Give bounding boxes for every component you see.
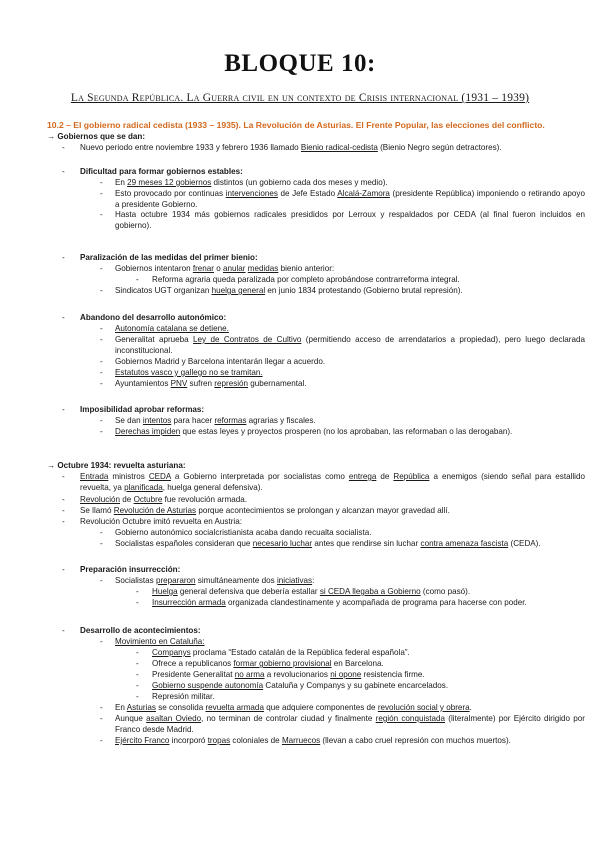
list-item: Movimiento en Cataluña: <box>115 637 205 646</box>
list-item: Autonomía catalana se detiene. <box>115 324 229 333</box>
bullet-dash: - <box>100 368 103 377</box>
list-item: Derechas impiden que estas leyes y proyectos prosperen (no los aprobaban, las reformaban o las derogaban). <box>115 427 513 436</box>
list-item: Gobiernos intentaron frenar o anular medidas bienio anterior: <box>115 264 335 273</box>
list-item: Aunque asaltan Oviedo, no terminan de controlar ciudad y finalmente región conquistada (literalmente) por Ejército dirigido por Franco desde Madrid. <box>115 714 586 734</box>
bullet-dash: - <box>100 427 103 436</box>
list-item: Se dan intentos para hacer reformas agrarias y fiscales. <box>115 416 316 425</box>
subheading-imposibilidad: Imposibilidad aprobar reformas: <box>80 405 205 414</box>
bullet-dash: - <box>100 210 103 219</box>
list-item: Sindicatos UGT organizan huelga general en junio 1834 protestando (Gobierno brutal represión). <box>115 286 463 295</box>
list-item: Socialistas prepararon simultáneamente dos iniciativas: <box>115 576 315 585</box>
list-item: Gobierno suspende autonomía Cataluña y Companys y su gabinete encarcelados. <box>152 681 449 690</box>
list-item: Nuevo periodo entre noviembre 1933 y febrero 1936 llamado Bienio radical-cedista (Bienio Negro según detractores). <box>80 143 502 152</box>
subheading-dificultad: Dificultad para formar gobiernos estables: <box>80 167 243 176</box>
bullet-dash: - <box>62 313 65 322</box>
list-item: Gobiernos Madrid y Barcelona intentarán llegar a acuerdo. <box>115 357 326 366</box>
bullet-dash: - <box>136 692 139 701</box>
list-item: Revolución de Octubre fue revolución armada. <box>80 495 247 504</box>
bullet-dash: - <box>62 495 65 504</box>
bullet-dash: - <box>100 324 103 333</box>
bullet-dash: - <box>136 587 139 596</box>
subheading-abandono: Abandono del desarrollo autonómico: <box>80 313 227 322</box>
list-item: Revolución Octubre imitó revuelta en Austria: <box>80 517 242 526</box>
list-item: Ofrece a republicanos formar gobierno provisional en Barcelona. <box>152 659 384 668</box>
page-title: BLOQUE 10: <box>224 50 376 77</box>
list-item: Hasta octubre 1934 más gobiernos radicales presididos por Lerroux y respaldados por CEDA (al final fueron incluidos en gobierno). <box>115 210 585 230</box>
bullet-dash: - <box>62 472 65 481</box>
list-item: Ejército Franco incorporó tropas coloniales de Marruecos (llevan a cabo cruel represión con muchos muertos). <box>115 736 511 745</box>
bullet-dash: - <box>100 416 103 425</box>
bullet-dash: - <box>100 379 103 388</box>
bullet-dash: - <box>136 648 139 657</box>
list-item: Ayuntamientos PNV sufren represión gubernamental. <box>115 379 307 388</box>
bullet-dash: - <box>62 253 65 262</box>
bullet-dash: - <box>136 670 139 679</box>
bullet-dash: - <box>100 357 103 366</box>
bullet-dash: - <box>62 626 65 635</box>
list-item: Companys proclama “Estado catalán de la República federal española”. <box>152 648 410 657</box>
bullet-dash: - <box>100 736 103 745</box>
bullet-dash: - <box>62 167 65 176</box>
list-item: En 29 meses 12 gobiernos distintos (un gobierno cada dos meses y medio). <box>115 178 388 187</box>
list-item: Gobierno autonómico socialcristianista acaba dando recualta socialista. <box>115 528 372 537</box>
bullet-dash: - <box>100 264 103 273</box>
bullet-dash: - <box>62 517 65 526</box>
list-item: Estatutos vasco y gallego no se tramitan. <box>115 368 263 377</box>
list-item: Presidente Generalitat no arma a revolucionarios ni opone resistencia firme. <box>152 670 425 679</box>
list-item: Generalitat aprueba Ley de Contratos de Cultivo (permitiendo acceso de arrendatarios a propiedad), pero luego declarada inconstitucional. <box>115 335 586 355</box>
bullet-dash: - <box>62 405 65 414</box>
list-item: Huelga general defensiva que debería estallar si CEDA llegaba a Gobierno (como pasó). <box>152 587 471 596</box>
bullet-dash: - <box>136 598 139 607</box>
list-item: En Asturias se consolida revuelta armada que adquiere componentes de revolución social y obrera. <box>115 703 472 712</box>
bullet-dash: - <box>100 714 103 723</box>
list-item: Entrada ministros CEDA a Gobierno interpretada por socialistas como entrega de República a enemigos (siendo señal para estallido revuelta, ya planificada, huelga general defensiva). <box>80 472 585 492</box>
list-item: Represión militar. <box>152 692 215 701</box>
page-subtitle: La Segunda República. La Guerra civil en un contexto de Crisis internacional (1931 – 1939) <box>70 92 530 104</box>
heading-octubre: → Octubre 1934: revuelta asturiana: <box>47 461 186 470</box>
bullet-dash: - <box>136 681 139 690</box>
bullet-dash: - <box>100 528 103 537</box>
bullet-dash: - <box>136 275 139 284</box>
list-item: Reforma agraria queda paralizada por completo aprobándose contrarreforma integral. <box>152 275 460 284</box>
subheading-preparacion: Preparación insurrección: <box>80 565 181 574</box>
bullet-dash: - <box>100 637 103 646</box>
bullet-dash: - <box>136 659 139 668</box>
bullet-dash: - <box>62 565 65 574</box>
list-item: Se llamó Revolución de Asturias porque acontecimientos se prolongan y alcanzan mayor gravedad allí. <box>80 506 450 515</box>
bullet-dash: - <box>100 335 103 344</box>
subheading-paralizacion: Paralización de las medidas del primer bienio: <box>80 253 258 262</box>
bullet-dash: - <box>100 178 103 187</box>
section-heading: 10.2 – El gobierno radical cedista (1933 – 1935). La Revolución de Asturias. El Frente Popular, las elecciones del conflicto. <box>47 120 545 130</box>
bullet-dash: - <box>100 703 103 712</box>
bullet-dash: - <box>100 576 103 585</box>
bullet-dash: - <box>62 143 65 152</box>
heading-gobiernos: → Gobiernos que se dan: <box>47 132 146 141</box>
list-item: Esto provocado por continuas intervenciones de Jefe Estado Alcalá-Zamora (presidente República) imponiendo o retirando apoyo a presidente Gobierno. <box>115 189 585 209</box>
bullet-dash: - <box>100 189 103 198</box>
list-item: Socialistas españoles consideran que necesario luchar antes que rendirse sin luchar contra amenaza fascista (CEDA). <box>115 539 541 548</box>
list-item: Insurrección armada organizada clandestinamente y acompañada de programa para hacerse con poder. <box>152 598 527 607</box>
bullet-dash: - <box>62 506 65 515</box>
subheading-desarrollo: Desarrollo de acontecimientos: <box>80 626 201 635</box>
bullet-dash: - <box>100 539 103 548</box>
bullet-dash: - <box>100 286 103 295</box>
